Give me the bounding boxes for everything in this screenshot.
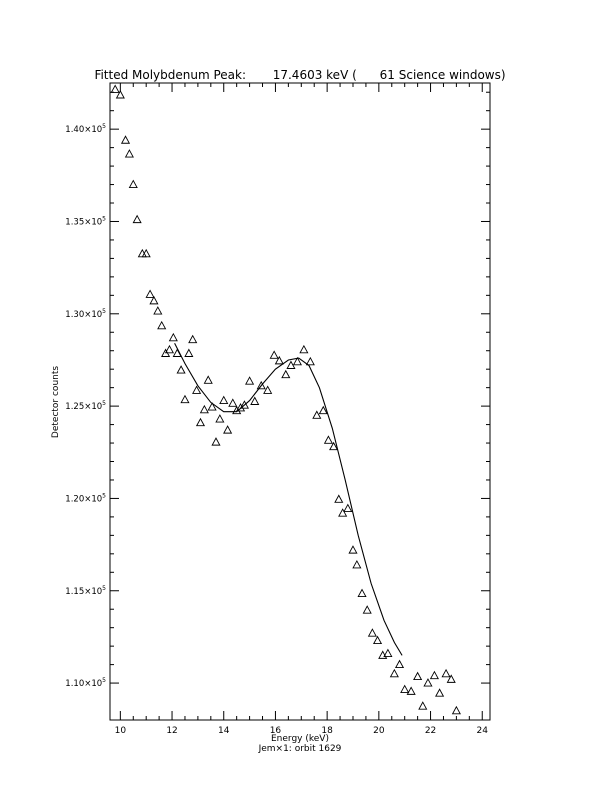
data-point xyxy=(126,150,134,157)
data-point xyxy=(270,351,278,358)
data-point xyxy=(189,336,197,343)
data-point xyxy=(170,334,178,341)
data-point xyxy=(282,371,290,378)
y-tick-label: $1.30\times 10^5$ xyxy=(65,307,106,320)
x-tick-label: 24 xyxy=(476,726,488,736)
data-point xyxy=(369,629,377,636)
data-point xyxy=(436,689,444,696)
x-axis-label: Energy (keV) xyxy=(271,734,329,744)
data-point xyxy=(391,670,399,677)
data-point xyxy=(335,495,343,502)
y-tick-label: $1.40\times 10^5$ xyxy=(65,123,106,136)
data-point xyxy=(424,679,432,686)
data-point xyxy=(185,349,193,356)
data-point xyxy=(122,136,130,143)
data-point xyxy=(154,307,162,314)
data-point xyxy=(374,637,382,644)
data-point xyxy=(264,386,272,393)
data-point xyxy=(442,670,450,677)
data-point xyxy=(344,505,352,512)
data-point xyxy=(212,438,220,445)
data-point xyxy=(229,399,237,406)
data-point xyxy=(177,366,185,373)
data-point xyxy=(181,396,189,403)
axis-ticks xyxy=(110,83,490,720)
data-point xyxy=(133,216,141,223)
data-point xyxy=(363,606,371,613)
data-point xyxy=(220,397,228,404)
data-point xyxy=(431,672,439,679)
plot-frame xyxy=(110,83,490,720)
x-tick-label: 16 xyxy=(269,726,282,736)
y-tick-label: $1.15\times 10^5$ xyxy=(65,584,106,597)
data-point xyxy=(150,297,158,304)
y-tick-labels xyxy=(65,123,106,689)
data-point xyxy=(224,426,232,433)
data-point xyxy=(349,546,357,553)
y-tick-label: $1.10\times 10^5$ xyxy=(65,677,106,690)
data-point xyxy=(407,687,415,694)
y-axis-label: Detector counts xyxy=(51,365,61,439)
data-point xyxy=(129,181,137,188)
data-point xyxy=(201,406,209,413)
data-point xyxy=(396,661,404,668)
data-point xyxy=(197,419,205,426)
data-point xyxy=(414,673,422,680)
y-tick-label: $1.20\times 10^5$ xyxy=(65,492,106,505)
data-point xyxy=(158,322,166,329)
chart-title: Fitted Molybdenum Peak: 17.4603 keV ( 61 Science windows) xyxy=(94,68,506,82)
data-point xyxy=(313,411,321,418)
y-tick-label: $1.25\times 10^5$ xyxy=(65,400,106,413)
x-tick-label: 12 xyxy=(166,726,178,736)
data-point xyxy=(139,250,147,257)
data-point xyxy=(401,686,409,693)
data-point xyxy=(300,346,308,353)
data-point xyxy=(146,290,154,297)
data-point xyxy=(142,250,150,257)
data-point xyxy=(339,509,347,516)
y-tick-label: $1.35\times 10^5$ xyxy=(65,215,106,228)
x-tick-label: 22 xyxy=(424,726,437,736)
fit-curve xyxy=(175,343,403,655)
plot-subtitle: Jem×1: orbit 1629 xyxy=(258,744,342,754)
data-point xyxy=(325,436,333,443)
data-point xyxy=(353,561,361,568)
data-point xyxy=(208,403,216,410)
data-point xyxy=(307,358,315,365)
x-tick-label: 14 xyxy=(218,726,230,736)
data-point xyxy=(216,415,224,422)
data-point xyxy=(111,85,119,92)
data-point xyxy=(358,590,366,597)
data-point xyxy=(251,398,259,405)
data-point xyxy=(453,707,461,714)
x-tick-label: 10 xyxy=(114,726,127,736)
data-point xyxy=(246,377,254,384)
x-tick-label: 20 xyxy=(373,726,385,736)
data-markers xyxy=(111,85,460,713)
x-tick-label: 18 xyxy=(321,726,333,736)
data-point xyxy=(419,702,427,709)
data-point xyxy=(204,376,212,383)
